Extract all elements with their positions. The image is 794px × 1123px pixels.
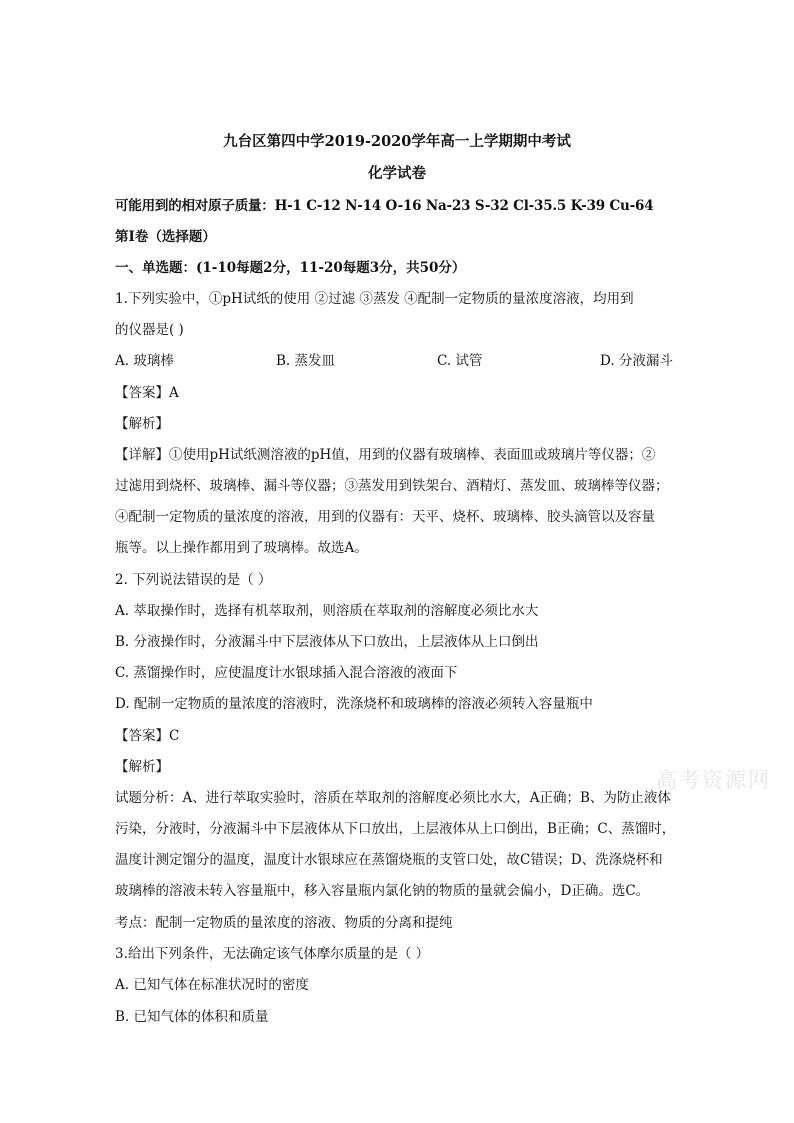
- q1-option-a: A. 玻璃棒: [115, 353, 174, 369]
- q2-detail-line1: 试题分析：A、进行萃取实验时，溶质在萃取剂的溶解度必须比水大，A正确；B、为防止液体: [115, 790, 671, 806]
- q1-answer: 【答案】A: [115, 385, 179, 401]
- q1-detail-line4: 瓶等。以上操作都用到了玻璃棒。故选A。: [115, 540, 368, 556]
- q1-detail-line2: 过滤用到烧杯、玻璃棒、漏斗等仪器；③蒸发用到铁架台、酒精灯、蒸发皿、玻璃棒等仪器；: [115, 478, 669, 494]
- q3-option-b: B. 已知气体的体积和质量: [115, 1009, 269, 1025]
- q2-detail-line4: 玻璃棒的溶液未转入容量瓶中，移入容量瓶内氯化钠的物质的量就会偏小，D正确。选C。: [115, 883, 650, 899]
- q3-stem: 3.给出下列条件，无法确定该气体摩尔质量的是（ ）: [115, 946, 430, 962]
- q1-detail-line1: 【详解】①使用pH试纸测溶液的pH值，用到的仪器有玻璃棒、表面皿或玻璃片等仪器；②: [115, 447, 656, 463]
- q1-option-c: C. 试管: [437, 353, 483, 369]
- atomic-masses: 可能用到的相对原子质量：H-1 C-12 N-14 O-16 Na-23 S-32 Cl-35.5 K-39 Cu-64: [115, 198, 654, 214]
- q2-stem: 2. 下列说法错误的是（ ）: [115, 572, 272, 588]
- q2-option-b: B. 分液操作时，分液漏斗中下层液体从下口放出，上层液体从上口倒出: [115, 634, 539, 650]
- q2-analysis-label: 【解析】: [115, 759, 169, 775]
- q2-option-c: C. 蒸馏操作时，应使温度计水银球插入混合溶液的液面下: [115, 665, 458, 681]
- q2-option-d: D. 配制一定物质的量浓度的溶液时，洗涤烧杯和玻璃棒的溶液必须转入容量瓶中: [115, 696, 593, 712]
- q1-detail-line3: ④配制一定物质的量浓度的溶液，用到的仪器有：天平、烧杯、玻璃棒、胶头滴管以及容量: [115, 509, 655, 525]
- q2-detail-line3: 温度计测定馏分的温度，温度计水银球应在蒸馏烧瓶的支管口处，故C错误；D、洗涤烧杯和: [115, 852, 663, 868]
- q2-detail-line2: 污染，分液时，分液漏斗中下层液体从下口放出，上层液体从上口倒出，B正确；C、蒸馏时，: [115, 821, 676, 837]
- section-heading: 一、单选题：(1-10每题2分，11-20每题3分，共50分）: [115, 260, 466, 276]
- q2-option-a: A. 萃取操作时，选择有机萃取剂，则溶质在萃取剂的溶解度必须比水大: [115, 603, 539, 619]
- exam-subtitle: 化学试卷: [368, 165, 426, 182]
- q1-stem-line1: 1.下列实验中，①pH试纸的使用 ②过滤 ③蒸发 ④配制一定物质的量浓度溶液，均用到: [115, 291, 634, 307]
- q1-analysis-label: 【解析】: [115, 416, 169, 432]
- q1-option-d: D. 分液漏斗: [600, 353, 673, 369]
- q2-answer: 【答案】C: [115, 728, 180, 744]
- q1-stem-line2: 的仪器是( ): [115, 322, 184, 338]
- watermark: 高考资源网: [656, 768, 771, 792]
- q2-kaodian: 考点：配制一定物质的量浓度的溶液、物质的分离和提纯: [115, 915, 453, 931]
- exam-title: 九台区第四中学2019-2020学年高一上学期期中考试: [223, 133, 571, 150]
- q3-option-a: A. 已知气体在标准状况时的密度: [115, 977, 309, 993]
- part-heading: 第Ⅰ卷（选择题）: [115, 229, 216, 245]
- q1-option-b: B. 蒸发皿: [276, 353, 336, 369]
